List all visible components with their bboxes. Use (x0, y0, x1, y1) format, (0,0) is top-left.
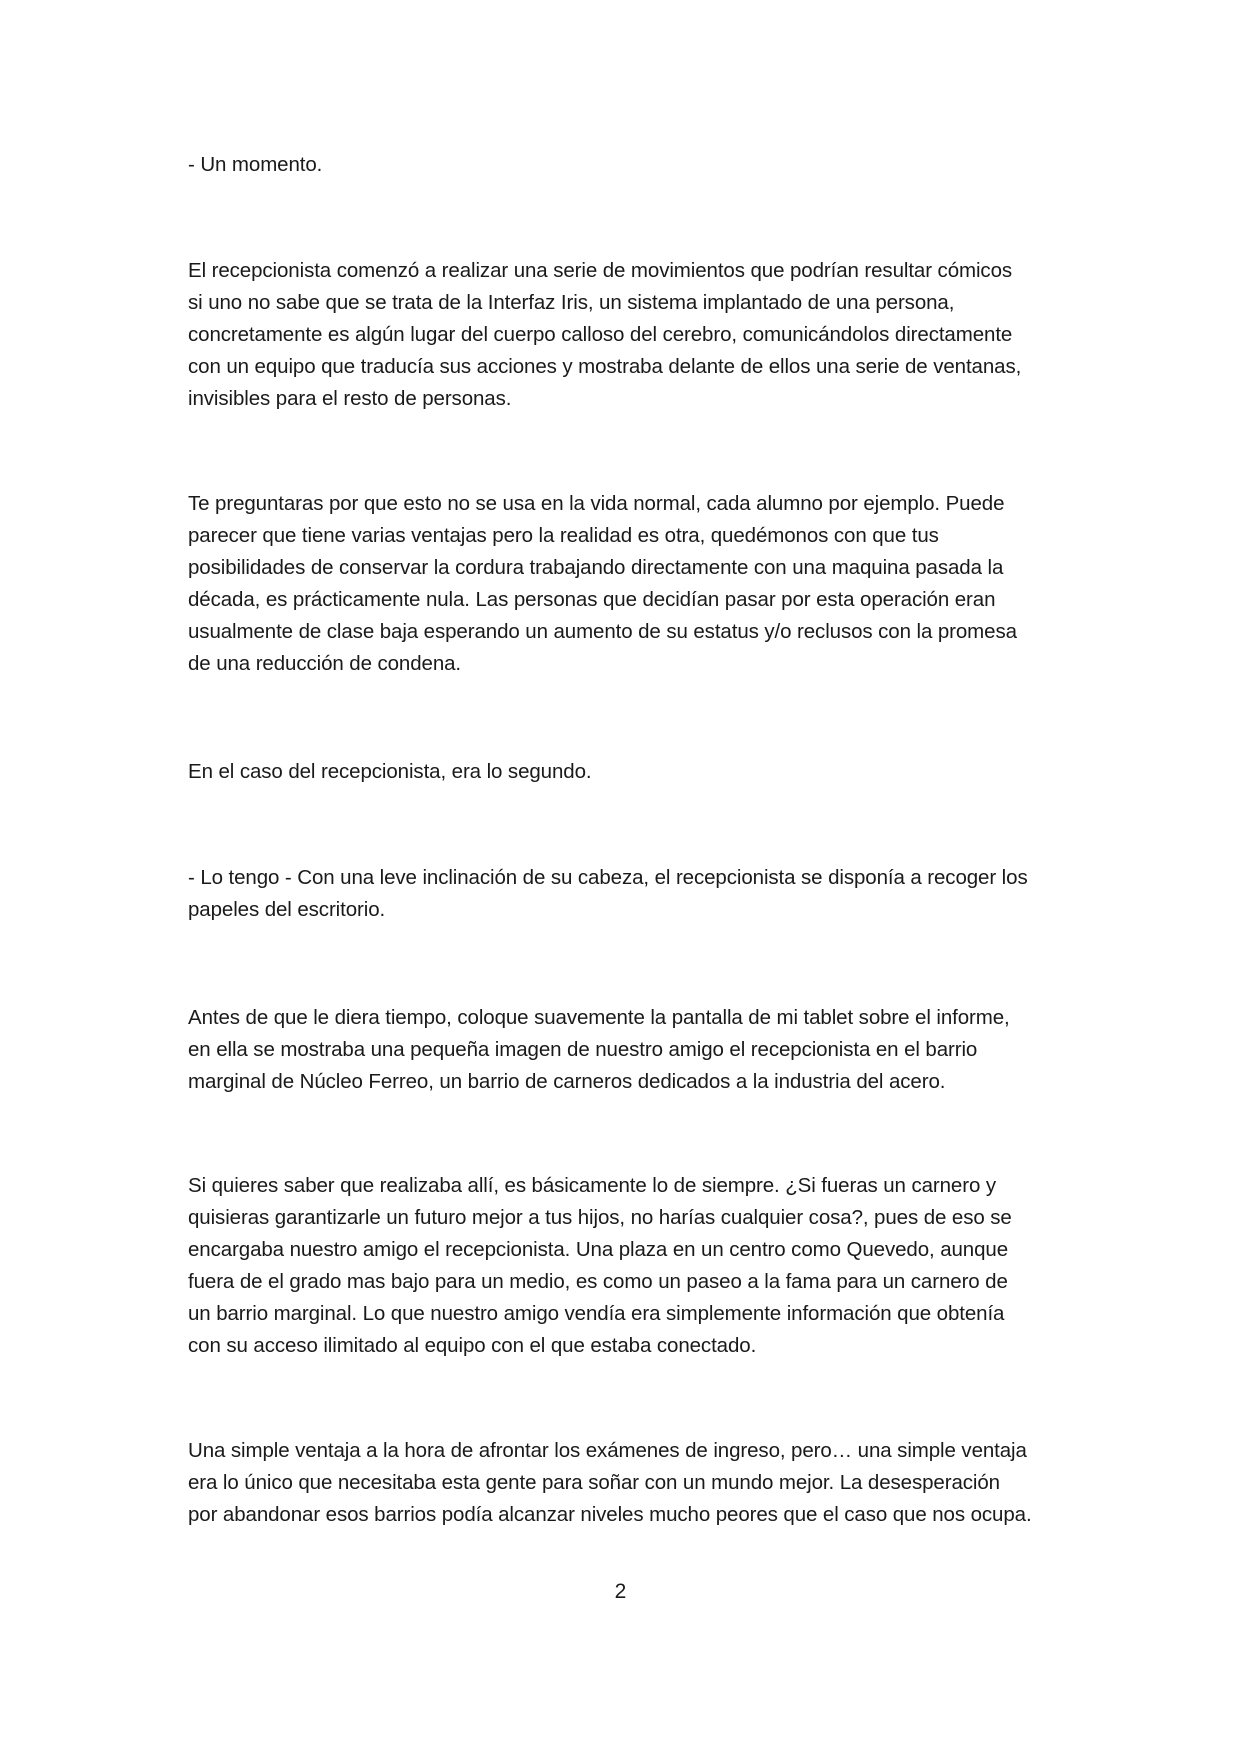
page-number: 2 (614, 1580, 627, 1603)
paragraph (188, 149, 1068, 181)
paragraph (188, 1002, 1068, 1098)
text-line: - Lo tengo - Con una leve inclinación de su cabeza, el recepcionista se disponía a recoger los (188, 866, 1028, 889)
text-line: usualmente de clase baja esperando un aumento de su estatus y/o reclusos con la promesa (188, 620, 1017, 643)
paragraph (188, 756, 1068, 788)
text-line: por abandonar esos barrios podía alcanzar niveles mucho peores que el caso que nos ocupa. (188, 1503, 1032, 1526)
text-line: Si quieres saber que realizaba allí, es básicamente lo de siempre. ¿Si fueras un carnero y (188, 1174, 997, 1197)
text-line: parecer que tiene varias ventajas pero la realidad es otra, quedémonos con que tus (188, 524, 939, 547)
text-line: un barrio marginal. Lo que nuestro amigo vendía era simplemente información que obtenía (188, 1302, 1005, 1325)
paragraph (188, 1435, 1068, 1531)
text-line: papeles del escritorio. (188, 898, 386, 921)
text-line: posibilidades de conservar la cordura trabajando directamente con una maquina pasada la (188, 556, 1004, 579)
paragraph (188, 1170, 1068, 1362)
text-line: fuera de el grado mas bajo para un medio, es como un paseo a la fama para un carnero de (188, 1270, 1008, 1293)
text-line: Antes de que le diera tiempo, coloque suavemente la pantalla de mi tablet sobre el informe, (188, 1006, 1010, 1029)
text-line: Te preguntaras por que esto no se usa en la vida normal, cada alumno por ejemplo. Puede (188, 492, 1005, 515)
text-line: - Un momento. (188, 153, 323, 176)
text-line: de una reducción de condena. (188, 652, 462, 675)
paragraph (188, 488, 1068, 680)
text-line: con su acceso ilimitado al equipo con el que estaba conectado. (188, 1334, 757, 1357)
text-line: en ella se mostraba una pequeña imagen de nuestro amigo el recepcionista en el barrio (188, 1038, 978, 1061)
text-line: con un equipo que traducía sus acciones y mostraba delante de ellos una serie de ventanas, (188, 355, 1022, 378)
paragraph (188, 255, 1068, 415)
text-line: marginal de Núcleo Ferreo, un barrio de carneros dedicados a la industria del acero. (188, 1070, 946, 1093)
text-line: concretamente es algún lugar del cuerpo calloso del cerebro, comunicándolos directamente (188, 323, 1013, 346)
text-line: si uno no sabe que se trata de la Interfaz Iris, un sistema implantado de una persona, (188, 291, 955, 314)
paragraph (188, 862, 1068, 926)
text-line: Una simple ventaja a la hora de afrontar los exámenes de ingreso, pero… una simple ventaja (188, 1439, 1027, 1462)
text-line: década, es prácticamente nula. Las personas que decidían pasar por esta operación eran (188, 588, 996, 611)
text-line: era lo único que necesitaba esta gente para soñar con un mundo mejor. La desesperación (188, 1471, 1000, 1494)
text-line: encargaba nuestro amigo el recepcionista. Una plaza en un centro como Quevedo, aunque (188, 1238, 1009, 1261)
text-line: quisieras garantizarle un futuro mejor a tus hijos, no harías cualquier cosa?, pues de eso se (188, 1206, 1012, 1229)
text-line: En el caso del recepcionista, era lo segundo. (188, 760, 592, 783)
text-line: El recepcionista comenzó a realizar una serie de movimientos que podrían resultar cómicos (188, 259, 1013, 282)
text-line: invisibles para el resto de personas. (188, 387, 512, 410)
